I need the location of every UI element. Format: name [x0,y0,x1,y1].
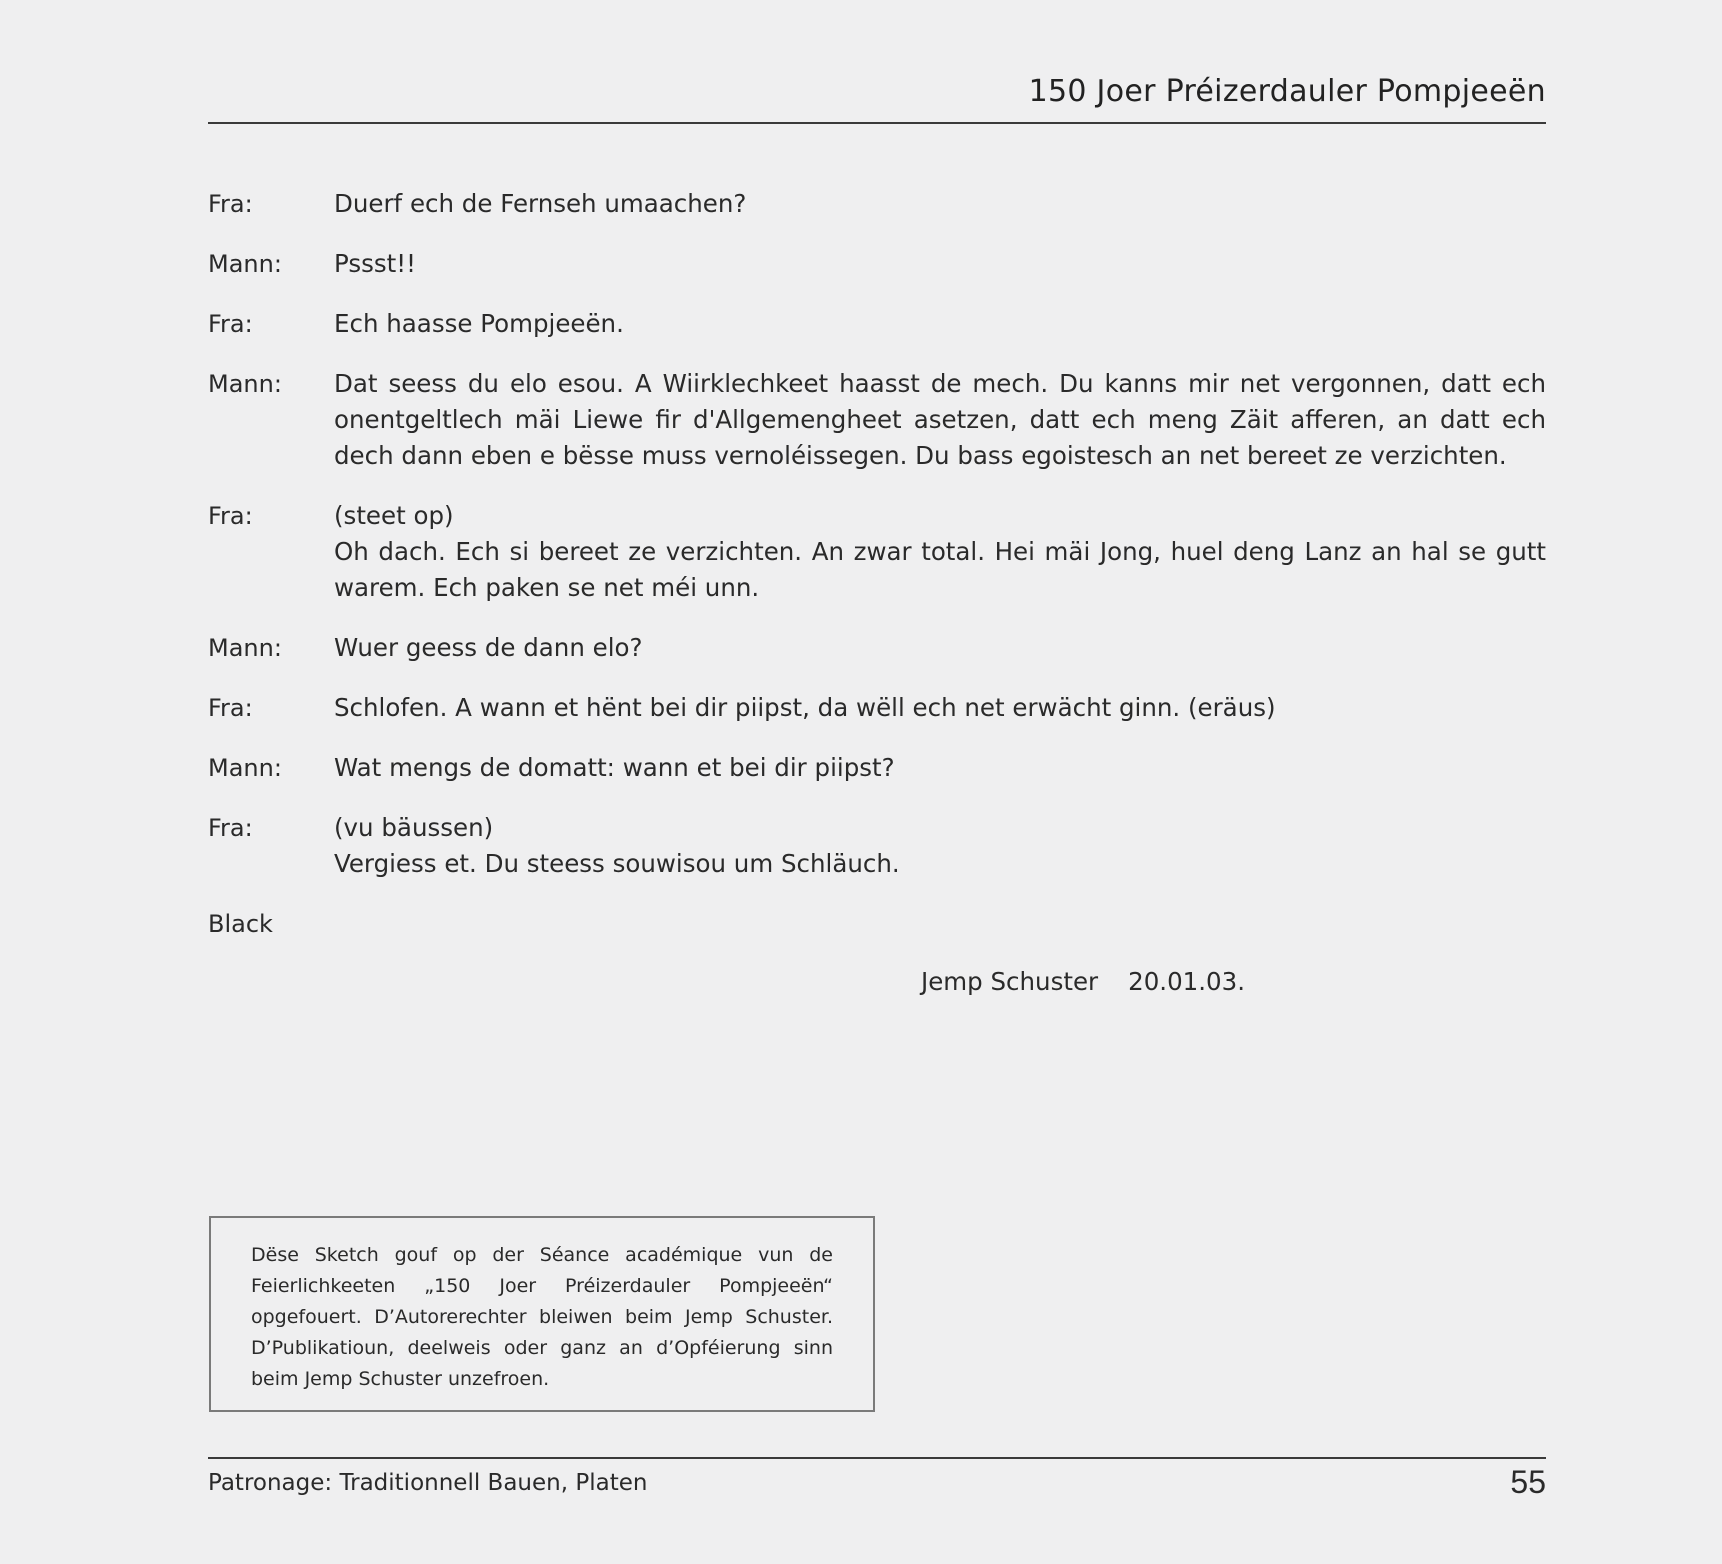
footer-divider [208,1457,1546,1459]
author-name: Jemp Schuster [921,967,1099,996]
dialogue-line [208,750,1546,786]
speaker-label: Fra: [208,310,253,338]
speech-text: Pssst!! [334,249,416,278]
speaker-label: Mann: [208,634,282,662]
dialogue-line [208,690,1546,726]
speech-text: Dat seess du elo esou. A Wiirklechkeet haasst de mech. Du kanns mir net vergonnen, datt ech onentgeltlech mäi Liewe fir d'Allgemengheet asetzen, datt ech meng Zäit afferen, an datt ech dech dann eben e bësse muss vernoléissegen. Du bass egoistesch an net bereet ze verzichten. [334,369,1546,470]
signature-date: 20.01.03. [1128,967,1245,996]
footer-patronage: Patronage: Traditionnell Bauen, Platen [208,1470,648,1496]
stage-direction: (steet op) [334,501,454,530]
blackout-direction: Black [208,910,273,938]
dialogue-line [208,306,1546,342]
header-divider [208,122,1546,124]
dialogue-line [208,498,1546,606]
stage-direction: (vu bäussen) [334,813,494,842]
speaker-label: Mann: [208,370,282,398]
speech-block [334,810,1546,882]
dialogue-line [208,186,1546,222]
dialogue-line [208,810,1546,882]
speech-text: Schlofen. A wann et hënt bei dir piipst, da wëll ech net erwächt ginn. (eräus) [334,693,1276,722]
speech-block [334,498,1546,606]
dialogue-line [208,630,1546,666]
speech-text: Vergiess et. Du steess souwisou um Schläuch. [334,849,900,878]
page-number: 55 [1510,1464,1546,1500]
copyright-notice-box [209,1216,875,1412]
running-header-title: 150 Joer Préizerdauler Pompjeeën [1028,74,1546,109]
speech-text: Wuer geess de dann elo? [334,633,643,662]
dialogue-line [208,246,1546,282]
speaker-label: Mann: [208,754,282,782]
speaker-label: Fra: [208,502,253,530]
speech-text: Wat mengs de domatt: wann et bei dir piipst? [334,753,895,782]
speech-text: Duerf ech de Fernseh umaachen? [334,189,747,218]
dialogue-line [208,366,1546,474]
author-signature [921,964,1245,1000]
dialogue-section [208,186,1546,942]
speaker-label: Fra: [208,814,253,842]
copyright-notice-text: Dëse Sketch gouf op der Séance académique vun de Feierlichkeeten „150 Joer Préizerdauler Pompjeeën“ opgefouert. D’Autorerechter bleiwen beim Jemp Schuster. D’Publikatioun, deelweis oder ganz an d’Opféierung sinn beim Jemp Schuster unzefroen. [251,1244,833,1390]
speaker-label: Mann: [208,250,282,278]
speech-text: Ech haasse Pompjeeën. [334,309,624,338]
speech-text: Oh dach. Ech si bereet ze verzichten. An zwar total. Hei mäi Jong, huel deng Lanz an hal se gutt warem. Ech paken se net méi unn. [334,537,1546,602]
speaker-label: Fra: [208,694,253,722]
speaker-label: Fra: [208,190,253,218]
